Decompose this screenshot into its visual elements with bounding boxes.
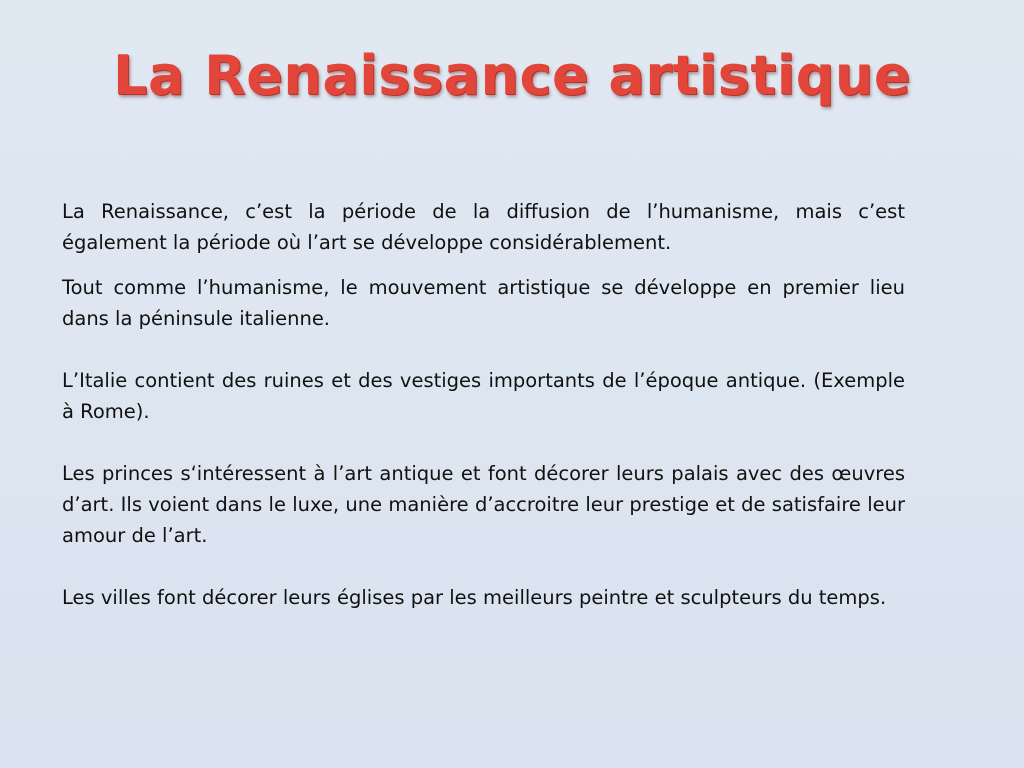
paragraph-5: Les villes font décorer leurs églises par les meilleurs peintre et sculpteurs du temps. bbox=[62, 586, 887, 609]
paragraph-1: La Renaissance, c’est la période de la diffusion de l’humanisme, mais c’est également la période où l’art se développe considérablement. bbox=[62, 200, 905, 254]
slide-title: La Renaissance artistique bbox=[113, 44, 911, 107]
paragraph-4: Les princes s‘intéressent à l’art antique et font décorer leurs palais avec des œuvres d’art. Ils voient dans le luxe, une manière d’accroitre leur prestige et de satisfaire leur amour de l’art. bbox=[62, 462, 905, 547]
slide-body bbox=[62, 196, 905, 613]
paragraph-2: Tout comme l’humanisme, le mouvement artistique se développe en premier lieu dans la péninsule italienne. bbox=[62, 276, 905, 330]
paragraph-3: L’Italie contient des ruines et des vestiges importants de l’époque antique. (Exemple à Rome). bbox=[62, 369, 905, 423]
